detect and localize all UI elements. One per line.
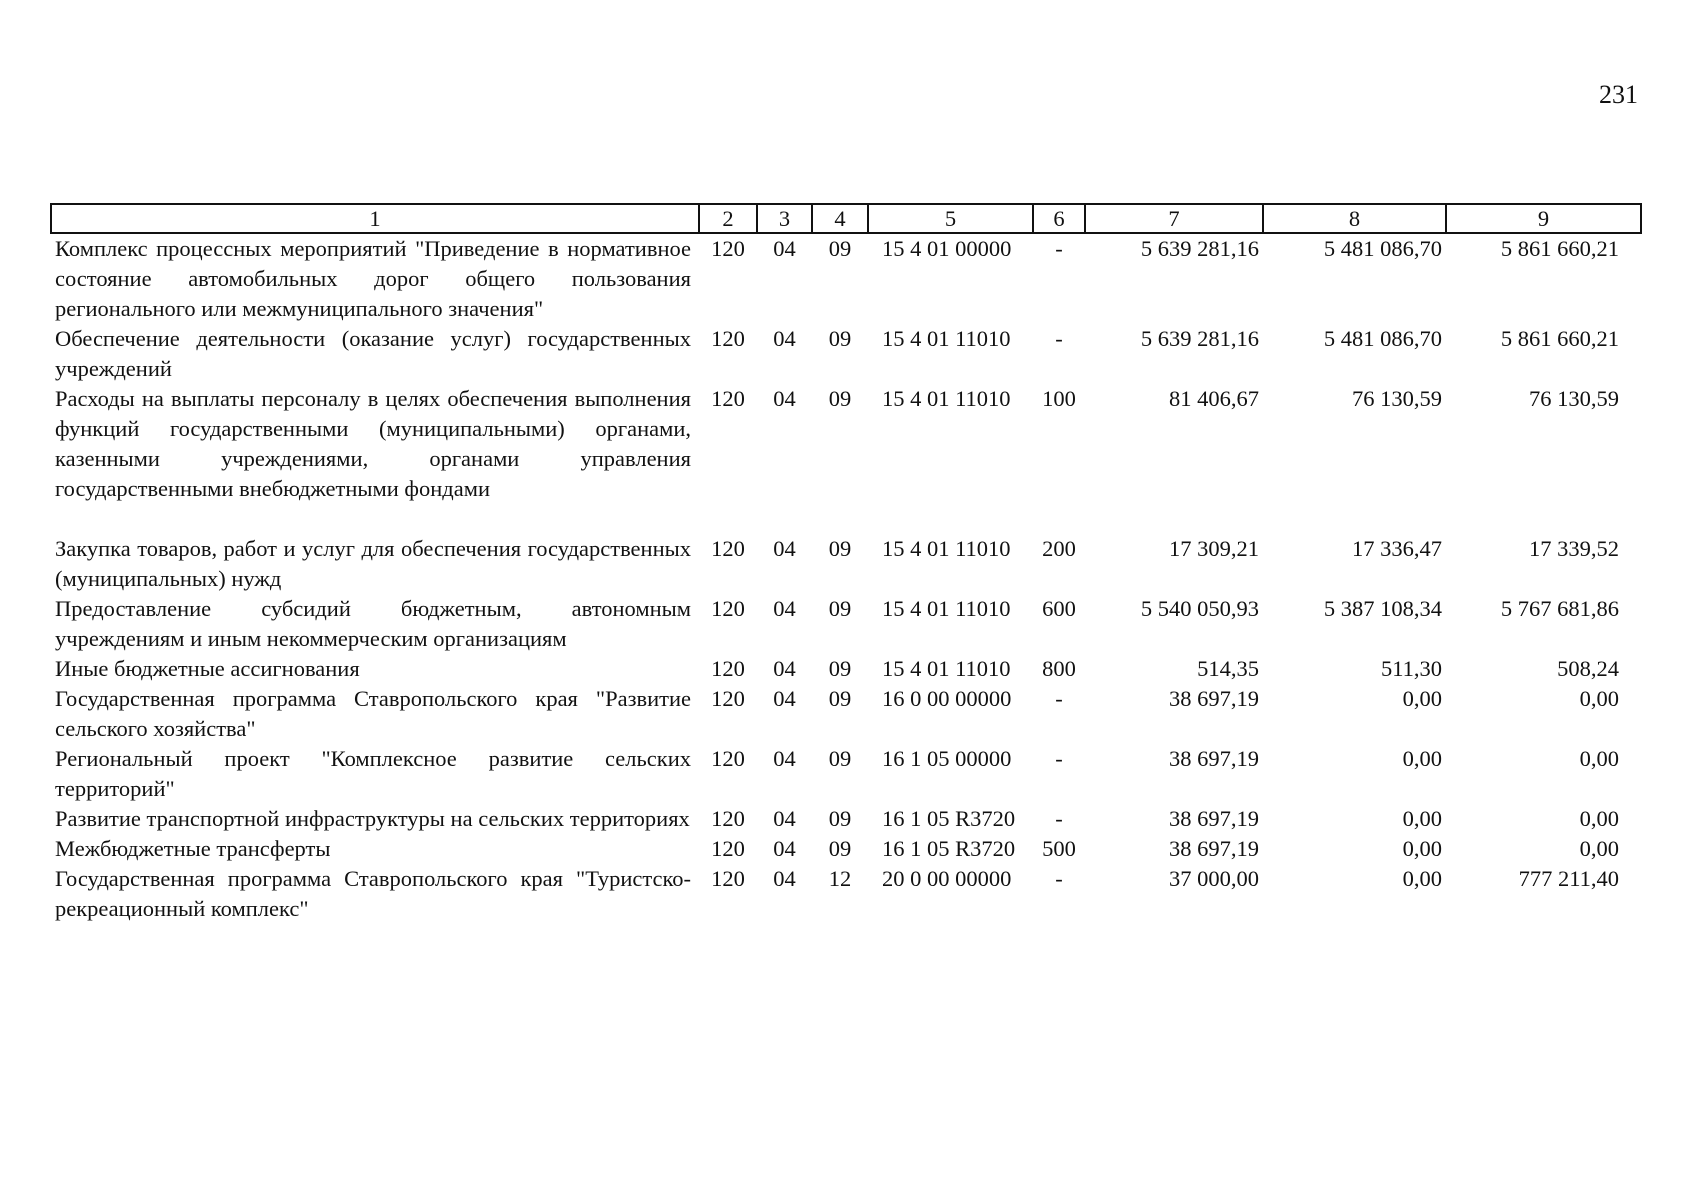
expense-name: Предоставление субсидий бюджетным, автономным учреждениям и иным некоммерческим организациям <box>55 596 691 651</box>
page-number: 231 <box>1599 80 1638 109</box>
expense-type-code: - <box>1055 806 1063 831</box>
expense-name: Межбюджетные трансферты <box>55 836 331 861</box>
expense-name: Комплекс процессных мероприятий "Приведение в нормативное состояние автомобильных дорог общего пользования регионального или межмуниципального значения" <box>55 236 691 321</box>
amount-col-8: 0,00 <box>1402 806 1442 831</box>
expense-type-code: - <box>1055 236 1063 261</box>
section-code: 04 <box>773 326 796 351</box>
amount-col-8: 5 387 108,34 <box>1323 596 1442 621</box>
column-header: 4 <box>812 204 868 233</box>
amount-col-8: 5 481 086,70 <box>1323 236 1442 261</box>
table-row <box>51 594 1641 654</box>
ministry-code: 120 <box>711 656 745 681</box>
subsection-code: 09 <box>828 836 852 861</box>
expense-type-code: 500 <box>1042 836 1076 861</box>
amount-col-7: 37 000,00 <box>1169 866 1259 891</box>
section-code: 04 <box>773 656 796 681</box>
ministry-code: 120 <box>711 806 745 831</box>
target-article-code: 15 4 01 11010 <box>882 536 1011 561</box>
table-row <box>51 804 1641 834</box>
section-code: 04 <box>773 866 796 891</box>
ministry-code: 120 <box>711 836 745 861</box>
amount-col-9: 777 211,40 <box>1518 866 1619 891</box>
expense-name: Региональный проект "Комплексное развитие сельских территорий" <box>55 746 691 801</box>
column-header: 2 <box>699 204 757 233</box>
section-code: 04 <box>773 806 796 831</box>
column-header: 5 <box>868 204 1033 233</box>
expense-type-code: 100 <box>1042 386 1076 411</box>
subsection-code: 09 <box>828 746 852 771</box>
expense-type-code: 600 <box>1042 596 1076 621</box>
amount-col-8: 511,30 <box>1380 656 1442 681</box>
amount-col-7: 514,35 <box>1197 656 1259 681</box>
ministry-code: 120 <box>711 686 745 711</box>
expense-type-code: - <box>1055 326 1063 351</box>
table-row <box>51 534 1641 594</box>
amount-col-7: 5 639 281,16 <box>1140 236 1259 261</box>
subsection-code: 09 <box>828 386 852 411</box>
amount-col-8: 0,00 <box>1402 746 1442 771</box>
amount-col-9: 0,00 <box>1579 746 1619 771</box>
table-row <box>51 684 1641 744</box>
amount-col-9: 508,24 <box>1557 656 1619 681</box>
expense-type-code: - <box>1055 746 1063 771</box>
expense-type-code: 800 <box>1042 656 1076 681</box>
target-article-code: 15 4 01 00000 <box>882 236 1012 261</box>
expense-type-code: - <box>1055 866 1063 891</box>
column-header: 6 <box>1033 204 1085 233</box>
section-code: 04 <box>773 536 796 561</box>
amount-col-9: 5 767 681,86 <box>1500 596 1619 621</box>
target-article-code: 15 4 01 11010 <box>882 326 1011 351</box>
amount-col-8: 5 481 086,70 <box>1323 326 1442 351</box>
amount-col-8: 17 336,47 <box>1352 536 1442 561</box>
amount-col-8: 0,00 <box>1402 866 1442 891</box>
ministry-code: 120 <box>711 596 745 621</box>
amount-col-8: 0,00 <box>1402 686 1442 711</box>
table-row <box>51 654 1641 684</box>
amount-col-7: 38 697,19 <box>1169 836 1259 861</box>
table-row <box>51 324 1641 384</box>
expense-name: Расходы на выплаты персоналу в целях обеспечения выполнения функций государственными (муниципальными) органами, казенными учреждениями, органами управления государственными внебюджетными фондами <box>55 386 691 501</box>
expense-name: Государственная программа Ставропольского края "Развитие сельского хозяйства" <box>55 686 691 741</box>
expense-name: Закупка товаров, работ и услуг для обеспечения государственных (муниципальных) нужд <box>55 536 691 591</box>
expense-type-code: - <box>1055 686 1063 711</box>
target-article-code: 15 4 01 11010 <box>882 656 1011 681</box>
target-article-code: 15 4 01 11010 <box>882 596 1011 621</box>
subsection-code: 09 <box>828 806 852 831</box>
amount-col-9: 5 861 660,21 <box>1500 326 1619 351</box>
subsection-code: 09 <box>828 326 852 351</box>
amount-col-9: 0,00 <box>1579 806 1619 831</box>
ministry-code: 120 <box>711 866 745 891</box>
target-article-code: 20 0 00 00000 <box>882 866 1012 891</box>
column-header: 9 <box>1446 204 1641 233</box>
target-article-code: 16 1 05 R3720 <box>882 806 1016 831</box>
column-header: 3 <box>757 204 812 233</box>
target-article-code: 16 0 00 00000 <box>882 686 1012 711</box>
section-code: 04 <box>773 836 796 861</box>
column-header: 1 <box>51 204 699 233</box>
table-row <box>51 233 1641 324</box>
target-article-code: 15 4 01 11010 <box>882 386 1011 411</box>
ministry-code: 120 <box>711 236 745 261</box>
amount-col-9: 5 861 660,21 <box>1500 236 1619 261</box>
ministry-code: 120 <box>711 386 745 411</box>
section-code: 04 <box>773 236 796 261</box>
amount-col-9: 0,00 <box>1579 836 1619 861</box>
subsection-code: 09 <box>828 236 852 261</box>
budget-table <box>50 203 1642 924</box>
subsection-code: 12 <box>828 866 852 891</box>
amount-col-7: 38 697,19 <box>1169 806 1259 831</box>
amount-col-7: 38 697,19 <box>1169 746 1259 771</box>
target-article-code: 16 1 05 00000 <box>882 746 1012 771</box>
amount-col-7: 5 639 281,16 <box>1140 326 1259 351</box>
amount-col-9: 17 339,52 <box>1529 536 1619 561</box>
expense-name: Государственная программа Ставропольского края "Туристско-рекреационный комплекс" <box>55 866 691 921</box>
expense-name: Иные бюджетные ассигнования <box>55 656 360 681</box>
amount-col-7: 81 406,67 <box>1169 386 1259 411</box>
amount-col-8: 0,00 <box>1402 836 1442 861</box>
amount-col-7: 5 540 050,93 <box>1140 596 1259 621</box>
ministry-code: 120 <box>711 326 745 351</box>
table-row <box>51 864 1641 924</box>
section-code: 04 <box>773 746 796 771</box>
amount-col-7: 38 697,19 <box>1169 686 1259 711</box>
ministry-code: 120 <box>711 536 745 561</box>
amount-col-8: 76 130,59 <box>1352 386 1442 411</box>
subsection-code: 09 <box>828 536 852 561</box>
target-article-code: 16 1 05 R3720 <box>882 836 1016 861</box>
amount-col-7: 17 309,21 <box>1169 536 1259 561</box>
subsection-code: 09 <box>828 686 852 711</box>
subsection-code: 09 <box>828 596 852 621</box>
subsection-code: 09 <box>828 656 852 681</box>
table-row <box>51 384 1641 534</box>
expense-name: Обеспечение деятельности (оказание услуг) государственных учреждений <box>55 326 691 381</box>
table-row <box>51 744 1641 804</box>
column-header: 8 <box>1263 204 1446 233</box>
section-code: 04 <box>773 596 796 621</box>
ministry-code: 120 <box>711 746 745 771</box>
column-header: 7 <box>1085 204 1263 233</box>
expense-type-code: 200 <box>1042 536 1076 561</box>
amount-col-9: 0,00 <box>1579 686 1619 711</box>
table-row <box>51 834 1641 864</box>
expense-name: Развитие транспортной инфраструктуры на сельских территориях <box>55 806 690 831</box>
section-code: 04 <box>773 686 796 711</box>
amount-col-9: 76 130,59 <box>1529 386 1619 411</box>
section-code: 04 <box>773 386 796 411</box>
header-row <box>51 204 1641 233</box>
